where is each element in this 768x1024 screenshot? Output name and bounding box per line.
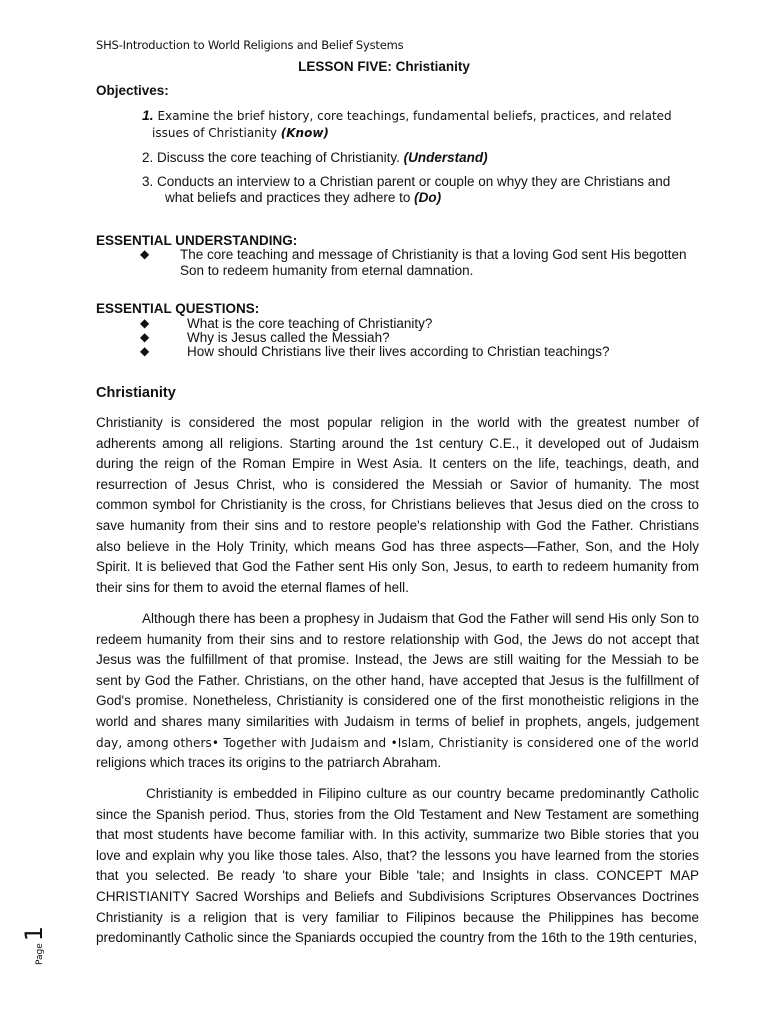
paragraph-text: Although there has been a prophesy in Judaism that God the Father will send His only Son to redeem humanity from their sins and to restore relationship with God, the Jews do not accept that Jesus was the fulfillment of that promise. Instead, the Jews are still waiting for the Messiah to be sent by God the Father. Christians, on the other hand, have accepted that Jesus is the fulfillment of God's promise. Nonetheless, Christianity is considered one of the first monotheistic religions in the world and shares many similarities with Judaism in terms of belief in prophets, angels, judgement xyxy=(96,611,699,729)
page-word: Page xyxy=(35,943,45,965)
objective-3-number: 3. xyxy=(142,174,154,189)
essential-understanding-text: The core teaching and message of Christianity is that a loving God sent His begotten Son to redeem humanity from eternal damnation. xyxy=(180,247,687,278)
essential-question-text: How should Christians live their lives according to Christian teachings? xyxy=(187,344,610,359)
diamond-bullet-icon: ◆ xyxy=(140,330,150,344)
objective-1 xyxy=(142,107,702,142)
objective-2 xyxy=(142,150,488,166)
objectives-label: Objectives: xyxy=(96,83,169,98)
essential-question-item xyxy=(140,344,609,359)
christianity-heading: Christianity xyxy=(96,385,176,401)
objective-1-number: 1. xyxy=(142,107,154,123)
objective-2-number: 2. xyxy=(142,150,154,165)
paragraph-text: religions which traces its origins to the patriarch Abraham. xyxy=(96,755,442,771)
course-header: SHS-Introduction to World Religions and Belief Systems xyxy=(96,38,404,52)
essential-questions-heading: ESSENTIAL QUESTIONS: xyxy=(96,301,260,316)
objective-1-tag: (Know) xyxy=(280,126,329,140)
paragraph-text-alt-font: day, among others• Together with Judaism and •Islam, Christianity is considered one of the world xyxy=(96,735,699,750)
diamond-bullet-icon: ◆ xyxy=(140,316,150,330)
objective-2-tag: (Understand) xyxy=(403,150,488,165)
essential-question-item xyxy=(140,330,390,345)
diamond-bullet-icon: ◆ xyxy=(140,247,150,261)
objective-3-tag: (Do) xyxy=(414,190,442,205)
lesson-title: LESSON FIVE: Christianity xyxy=(298,59,470,74)
essential-question-text: What is the core teaching of Christianity? xyxy=(187,316,433,331)
essential-understanding-heading: ESSENTIAL UNDERSTANDING: xyxy=(96,233,298,248)
page-number: 1 xyxy=(20,925,48,942)
page-number-label xyxy=(20,885,48,965)
objective-2-text: Discuss the core teaching of Christianity. xyxy=(157,150,400,165)
essential-question-item xyxy=(140,316,432,331)
objective-1-text-line2: issues of Christianity xyxy=(152,126,277,140)
body-paragraph: Christianity is embedded in Filipino culture as our country became predominantly Catholic since the Spanish period. Thus, stories from the Old Testament and New Testament are something that most students have become familiar with. In this activity, summarize two Bible stories that you love and explain why you like those tales. Also, that? the lessons you have learned from the stories that you selected. Be ready 'to share your Bible 'tale; and Insights in class. CONCEPT MAP CHRISTIANITY Sacred Worships and Beliefs and Subdivisions Scriptures Observances Doctrines Christianity is a religion that is very familiar to Filipinos because the Philippines has become predominantly Catholic since the Spaniards occupied the country from the 16th to the 19th centuries, xyxy=(96,786,699,946)
essential-understanding-item xyxy=(140,247,710,278)
objective-3-text-line2: what beliefs and practices they adhere to xyxy=(165,190,411,205)
body-paragraph: Christianity is considered the most popular religion in the world with the greatest number of adherents among all religions. Starting around the 1st century C.E., it developed out of Judaism during the reign of the Roman Empire in West Asia. It centers on the life, teachings, death, and resurrection of Jesus Christ, who is considered the Messiah or Savior of humanity. The most common symbol for Christianity is the cross, for Christians believes that Jesus died on the cross to save humanity from their sins and to restore people's relationship with God the Father. Christians also believe in the Holy Trinity, which means God has three aspects—Father, Son, and the Holy Spirit. It is believed that God the Father sent His only Son, Jesus, to earth to redeem humanity from their sins for them to avoid the eternal flames of hell. xyxy=(96,415,699,595)
body-paragraph xyxy=(96,609,699,774)
essential-question-text: Why is Jesus called the Messiah? xyxy=(187,330,390,345)
objective-1-text-line1: Examine the brief history, core teachings, fundamental beliefs, practices, and related xyxy=(157,109,672,123)
objective-3 xyxy=(142,174,702,206)
objective-3-text-line1: Conducts an interview to a Christian parent or couple on whyy they are Christians and xyxy=(157,174,671,189)
diamond-bullet-icon: ◆ xyxy=(140,344,150,358)
